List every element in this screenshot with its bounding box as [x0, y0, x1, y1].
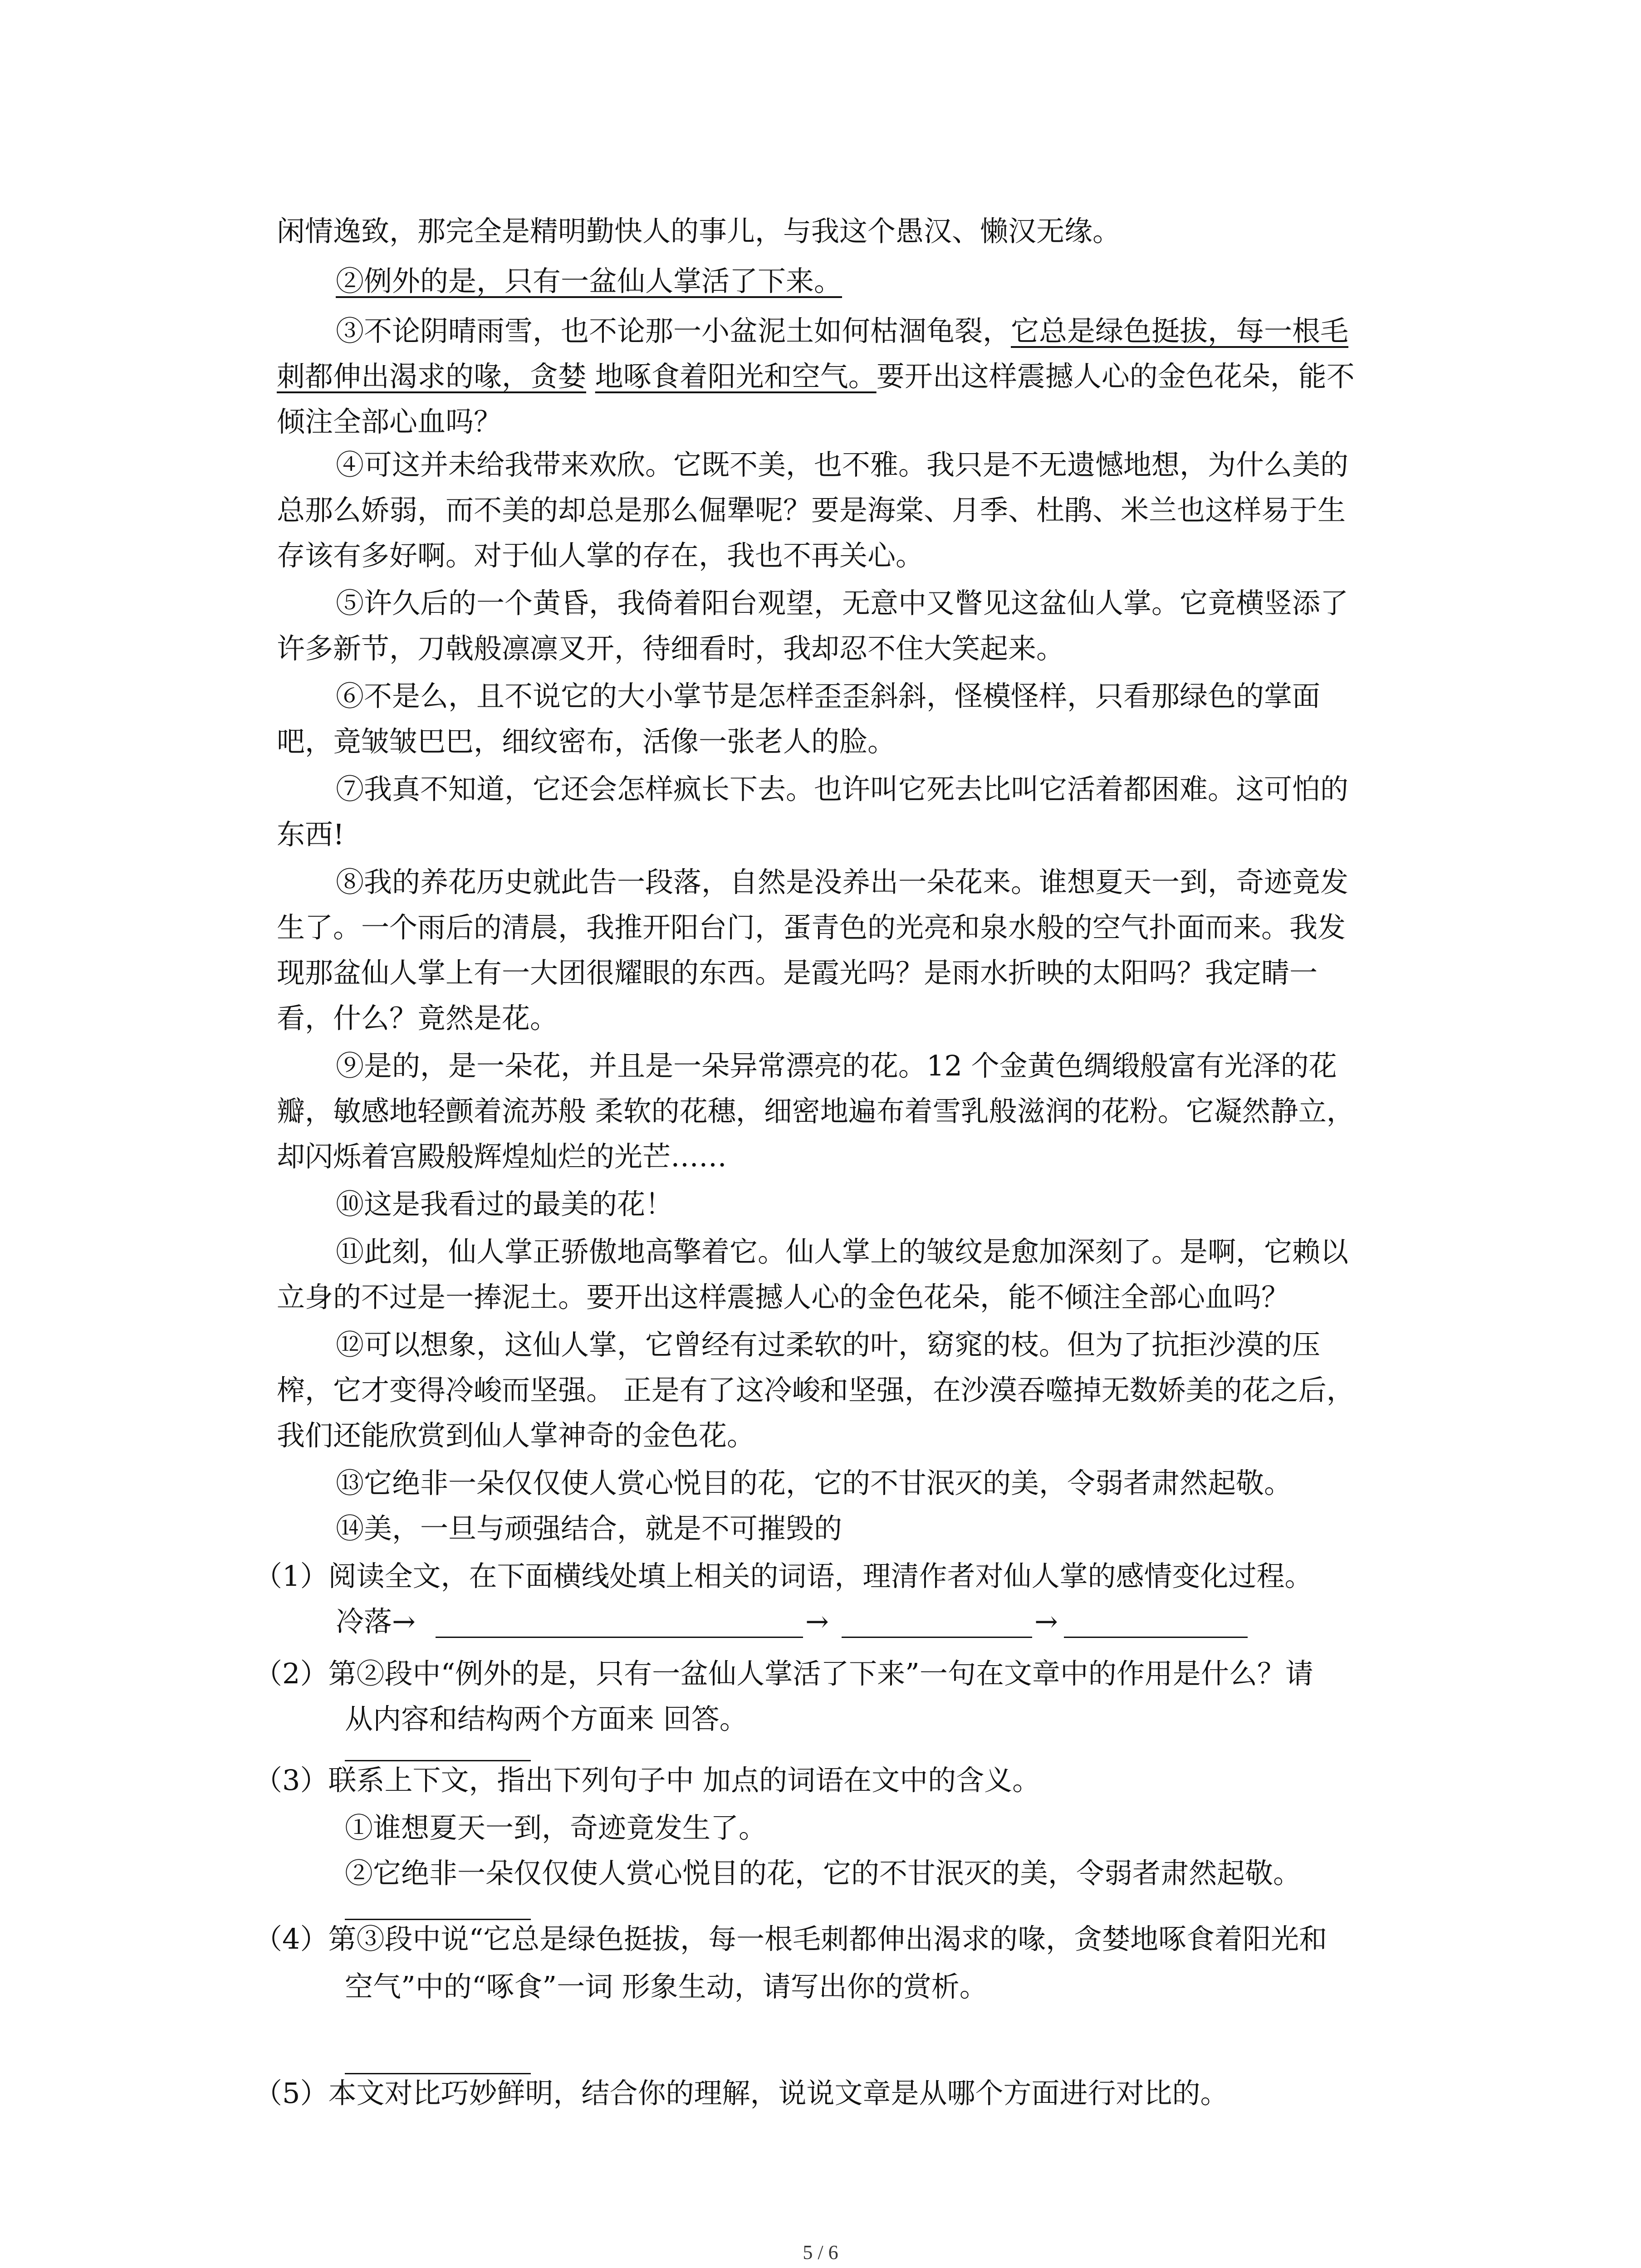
question-2-line-2: 从内容和结构两个方面来 回答。 — [345, 1702, 748, 1735]
answer-line-q3[interactable] — [345, 1919, 531, 1920]
paragraph-14: ⑭美，一旦与顽强结合，就是不可摧毁的 — [336, 1512, 843, 1545]
paragraph-3-line-1 — [336, 313, 1348, 349]
paragraph-3-line-3: 倾注全部心血吗？ — [277, 405, 502, 438]
paragraph-9-line-1: ⑨是的，是一朵花，并且是一朵异常漂亮的花。12 个金黄色绸缎般富有光泽的花 — [336, 1049, 1337, 1082]
question-4-line-2: 空气”中的“啄食”一词 形象生动，请写出你的赏析。 — [345, 1970, 988, 2003]
arrow-2: → — [1034, 1605, 1058, 1638]
paragraph-11-line-1: ⑪此刻，仙人掌正骄傲地高擎着它。仙人掌上的皱纹是愈加深刻了。是啊，它赖以 — [336, 1235, 1349, 1268]
paragraph-8-line-4: 看，什么？竟然是花。 — [277, 1002, 558, 1035]
paragraph-4-line-2: 总那么娇弱，而不美的却总是那么倔犟呢？要是海棠、月季、杜鹃、米兰也这样易于生 — [277, 494, 1346, 527]
answer-line-q2[interactable] — [345, 1760, 531, 1761]
paragraph-5-line-1: ⑤许久后的一个黄昏，我倚着阳台观望，无意中又瞥见这盆仙人掌。它竟横竖添了 — [336, 587, 1349, 620]
answer-blank-2[interactable] — [842, 1637, 1032, 1638]
paragraph-7-line-2: 东西! — [277, 818, 344, 851]
question-4-line-1: （4）第③段中说“它总是绿色挺拔，每一根毛刺都伸出渴求的喙，贪婪地啄食着阳光和 — [254, 1922, 1327, 1955]
question-1: （1）阅读全文，在下面横线处填上相关的词语，理清作者对仙人掌的感情变化过程。 — [254, 1559, 1313, 1593]
underlined-phrase: 刺都伸出渴求的喙，贪婪 — [277, 360, 587, 393]
paragraph-10: ⑩这是我看过的最美的花！ — [336, 1188, 674, 1221]
underlined-phrase: 它总是绿色挺拔，每一根毛 — [1011, 314, 1349, 347]
paragraph-2 — [336, 263, 842, 299]
paragraph-9-line-2: 瓣，敏感地轻颤着流苏般 柔软的花穗，细密地遍布着雪乳般滋润的花粉。它凝然静立， — [277, 1095, 1355, 1128]
arrow-1: → — [805, 1605, 829, 1638]
answer-blank-3[interactable] — [1064, 1637, 1248, 1638]
paragraph-5-line-2: 许多新节，刀戟般凛凛叉开，待细看时，我却忍不住大笑起来。 — [277, 632, 1065, 665]
paragraph-7-line-1: ⑦我真不知道，它还会怎样疯长下去。也许叫它死去比叫它活着都困难。这可怕的 — [336, 772, 1349, 806]
paragraph-4-line-1: ④可这并未给我带来欢欣。它既不美，也不雅。我只是不无遗憾地想，为什么美的 — [336, 448, 1349, 481]
underlined-sentence: ②例外的是，只有一盆仙人掌活了下来。 — [336, 264, 843, 298]
paragraph-12-line-2: 榨，它才变得冷峻而坚强。 正是有了这冷峻和坚强，在沙漠吞噬掉无数娇美的花之后， — [277, 1374, 1355, 1407]
paragraph-1-tail: 闲情逸致，那完全是精明勤快人的事儿，与我这个愚汉、懒汉无缘。 — [277, 215, 1121, 248]
underlined-phrase: 地啄食着阳光和空气。 — [595, 360, 877, 393]
paragraph-6-line-1: ⑥不是么，且不说它的大小掌节是怎样歪歪斜斜，怪模怪样，只看那绿色的掌面 — [336, 679, 1321, 713]
paragraph-9-line-3: 却闪烁着宫殿般辉煌灿烂的光芒…… — [277, 1140, 727, 1173]
paragraph-8-line-3: 现那盆仙人掌上有一大团很耀眼的东西。是霞光吗？是雨水折映的太阳吗？我定睛一 — [277, 956, 1318, 989]
question-2-line-1: （2）第②段中“例外的是，只有一盆仙人掌活了下来”一句在文章中的作用是什么？请 — [254, 1657, 1313, 1690]
paragraph-11-line-2: 立身的不过是一捧泥土。要开出这样震撼人心的金色花朵，能不倾注全部心血吗？ — [277, 1281, 1290, 1314]
question-3-sentence-2: ②它绝非一朵仅仅使人赏心悦目的花，它的不甘泯灭的美，令弱者肃然起敬。 — [345, 1857, 1302, 1890]
text-span: 要开出这样震撼人心的金色花朵，能不 — [876, 360, 1355, 393]
paragraph-6-line-2: 吧，竟皱皱巴巴，细纹密布，活像一张老人的脸。 — [277, 725, 896, 758]
page-number: 5 / 6 — [803, 2241, 838, 2263]
paragraph-4-line-3: 存该有多好啊。对于仙人掌的存在，我也不再关心。 — [277, 539, 924, 572]
question-1-start-label: 冷落→ — [336, 1605, 416, 1638]
paragraph-3-line-2 — [277, 358, 1355, 395]
paragraph-13: ⑬它绝非一朵仅仅使人赏心悦目的花，它的不甘泯灭的美，令弱者肃然起敬。 — [336, 1466, 1293, 1500]
paragraph-12-line-1: ⑫可以想象，这仙人掌，它曾经有过柔软的叶，窈窕的枝。但为了抗拒沙漠的压 — [336, 1328, 1321, 1361]
question-3-sentence-1: ①谁想夏天一到，奇迹竟发生了。 — [345, 1811, 767, 1844]
question-3: （3）联系上下文，指出下列句子中 加点的词语在文中的含义。 — [254, 1764, 1041, 1797]
question-5: （5）本文对比巧妙鲜明，结合你的理解，说说文章是从哪个方面进行对比的。 — [254, 2077, 1229, 2110]
answer-blank-1[interactable] — [436, 1637, 803, 1638]
paragraph-12-line-3: 我们还能欣赏到仙人掌神奇的金色花。 — [277, 1419, 755, 1452]
paragraph-8-line-1: ⑧我的养花历史就此告一段落，自然是没养出一朵花来。谁想夏天一到，奇迹竟发 — [336, 865, 1349, 899]
paragraph-8-line-2: 生了。一个雨后的清晨，我推开阳台门，蛋青色的光亮和泉水般的空气扑面而来。我发 — [277, 911, 1346, 944]
text-span: ③不论阴晴雨雪，也不论那一小盆泥土如何枯涸龟裂， — [336, 314, 1011, 347]
answer-line-q4[interactable] — [345, 2073, 531, 2074]
